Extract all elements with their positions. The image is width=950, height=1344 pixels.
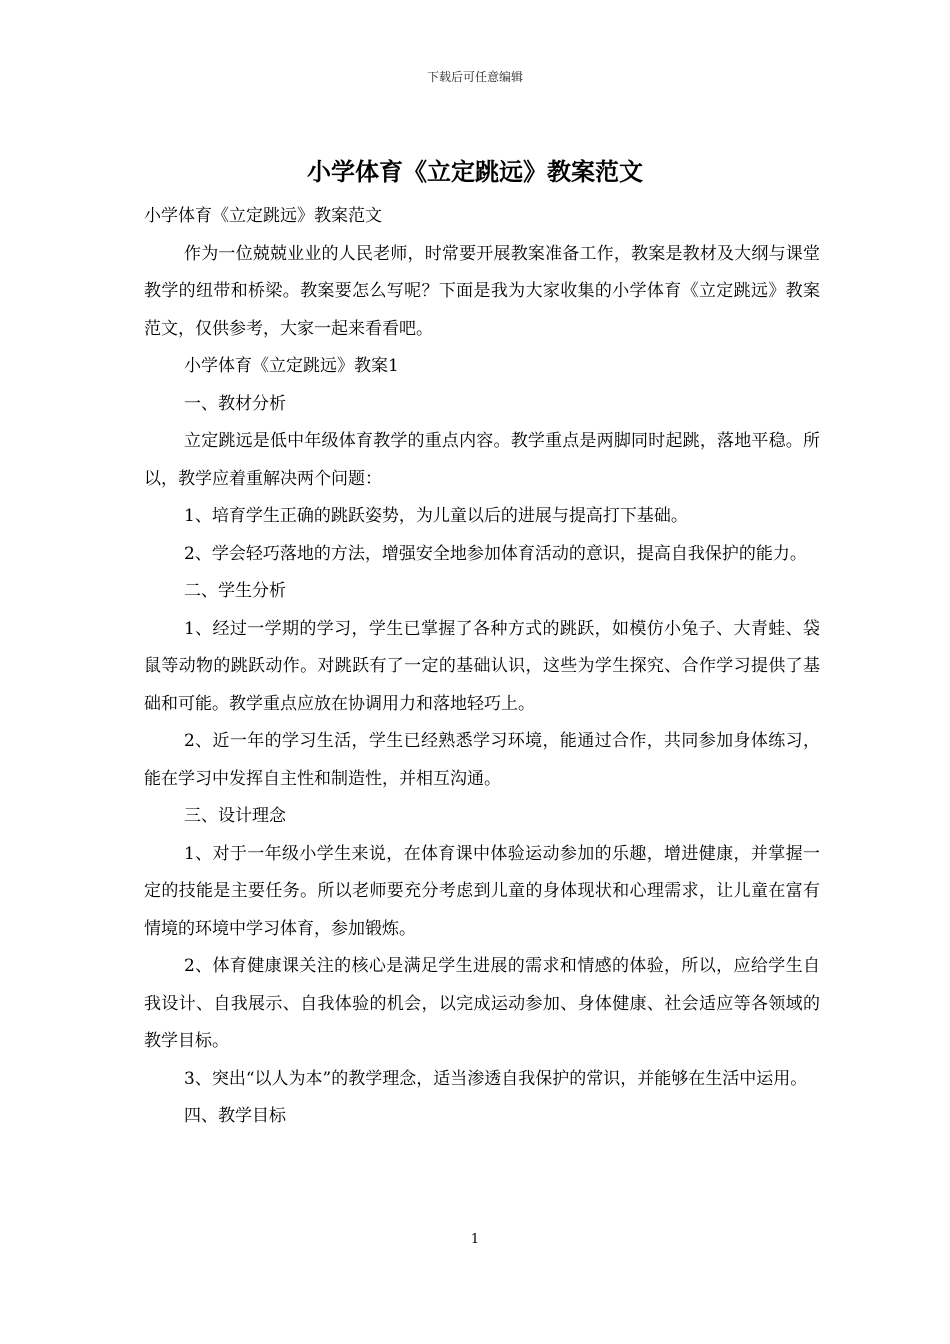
page-number: 1	[470, 1232, 480, 1247]
paragraph: 1、经过一学期的学习，学生已掌握了各种方式的跳跃，如模仿小兔子、大青蛙、袋鼠等动物的跳跃动作。对跳跃有了一定的基础认识，这些为学生探究、合作学习提供了基础和可能。教学重点应放在协调用力和落地轻巧上。	[144, 618, 820, 714]
paragraph: 四、教学目标	[184, 1106, 286, 1126]
paragraph: 作为一位兢兢业业的人民老师，时常要开展教案准备工作，教案是教材及大纲与课堂教学的纽带和桥梁。教案要怎么写呢？下面是我为大家收集的小学体育《立定跳远》教案范文，仅供参考，大家一起来看看吧。	[144, 243, 820, 339]
page-header-note: 下载后可任意编辑	[426, 70, 523, 84]
paragraph: 2、近一年的学习生活，学生已经熟悉学习环境，能通过合作，共同参加身体练习，能在学习中发挥自主性和制造性，并相互沟通。	[144, 731, 820, 789]
paragraph: 小学体育《立定跳远》教案1	[184, 356, 399, 376]
paragraph: 小学体育《立定跳远》教案范文	[144, 206, 382, 226]
document-title: 小学体育《立定跳远》教案范文	[307, 157, 643, 186]
paragraph: 立定跳远是低中年级体育教学的重点内容。教学重点是两脚同时起跳，落地平稳。所以，教学应着重解决两个问题：	[144, 431, 820, 489]
paragraph: 1、对于一年级小学生来说，在体育课中体验运动参加的乐趣，增进健康，并掌握一定的技能是主要任务。所以老师要充分考虑到儿童的身体现状和心理需求，让儿童在富有情境的环境中学习体育，参加锻炼。	[144, 843, 820, 939]
paragraph: 三、设计理念	[184, 806, 286, 826]
paragraph: 1、培育学生正确的跳跃姿势，为儿童以后的进展与提高打下基础。	[184, 506, 688, 526]
paragraph: 3、突出“以人为本”的教学理念，适当渗透自我保护的常识，并能够在生活中运用。	[184, 1068, 808, 1089]
document-body	[144, 198, 820, 1136]
paragraph: 一、教材分析	[184, 393, 286, 414]
paragraph: 2、学会轻巧落地的方法，增强安全地参加体育活动的意识，提高自我保护的能力。	[184, 543, 807, 564]
paragraph: 2、体育健康课关注的核心是满足学生进展的需求和情感的体验，所以，应给学生自我设计、自我展示、自我体验的机会，以完成运动参加、身体健康、社会适应等各领域的教学目标。	[144, 956, 820, 1051]
paragraph: 二、学生分析	[184, 581, 286, 601]
